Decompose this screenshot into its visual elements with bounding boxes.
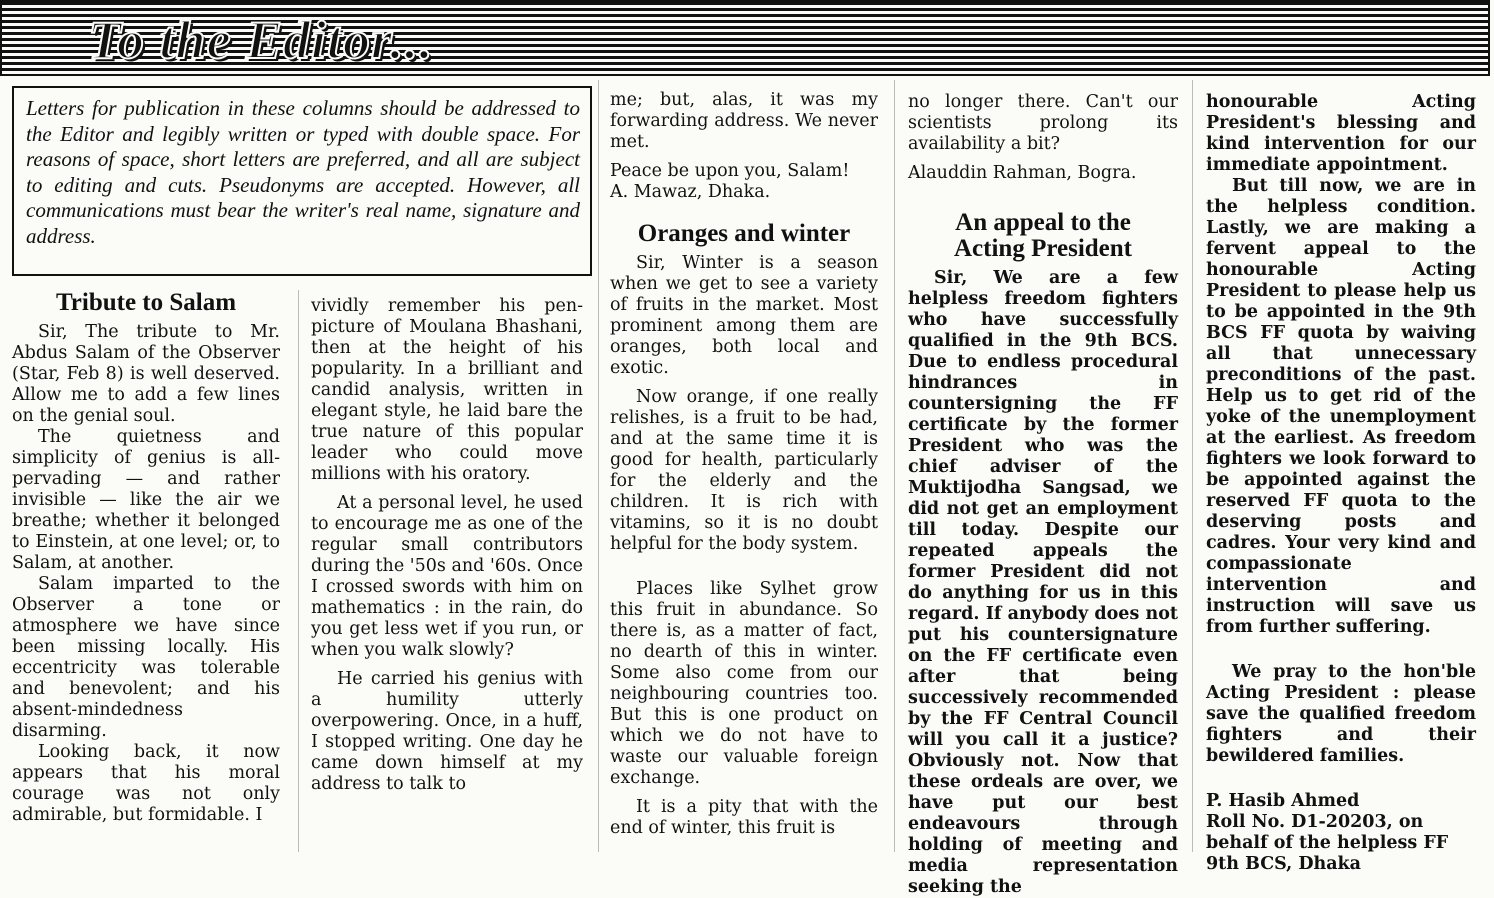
signature-roll: Roll No. D1-20203, on behalf of the helpless FF 9th BCS, Dhaka <box>1206 812 1449 874</box>
paragraph: Sir, The tribute to Mr. Abdus Salam of the Observer (Star, Feb 8) is well deserved. Allow me to add a few lines on the genial soul. <box>12 322 280 426</box>
headline-oranges: Oranges and winter <box>637 220 851 247</box>
paragraph: vividly remember his pen-picture of Moulana Bhashani, then at the height of his popularity. In a brilliant and candid analysis, written in elegant style, he laid bare the true nature of this popular leader who could move millions with his oratory. <box>311 296 583 484</box>
paragraph: no longer there. Can't our scientists prolong its availability a bit? <box>908 92 1178 154</box>
paragraph: me; but, alas, it was my forwarding address. We never met. <box>610 90 878 152</box>
signature-name: P. Hasib Ahmed <box>1206 791 1360 811</box>
paragraph: honourable Acting President's blessing and kind intervention for our immediate appointment. <box>1206 92 1476 175</box>
column-3 <box>610 90 878 839</box>
paragraph: We pray to the hon'ble Acting President : please save the qualified freedom fighters and their bewildered families. <box>1206 662 1476 766</box>
column-rule <box>1192 80 1193 852</box>
column-5 <box>1206 92 1476 875</box>
paragraph: Sir, Winter is a season when we get to see a variety of fruits in the market. Most prominent among them are oranges, both local and exotic. <box>610 253 878 378</box>
paragraph: The quietness and simplicity of genius is all-pervading — and rather invisible — like the air we breathe; whether it belonged to Einstein, at one level; or, to Salam, at another. <box>12 427 280 573</box>
section-banner <box>0 0 1490 76</box>
headline-appeal-line1: An appeal to the <box>955 209 1131 236</box>
column-rule <box>598 80 599 852</box>
headline-tribute: Tribute to Salam <box>55 289 237 316</box>
paragraph: But till now, we are in the helpless condition. Lastly, we are making a fervent appeal to the honourable Acting President to please help us to be appointed in the 9th BCS FF quota by waiving all that unnecessary preconditions of the past. Help us to get rid of the yoke of the unemployment at the earliest. As freedom fighters we look forward to be appointed against the reserved FF quota to the deserving posts and cadres. Your very kind and compassionate intervention and instruction will save us from further suffering. <box>1206 176 1476 637</box>
headline-appeal-line2: Acting President <box>954 235 1132 262</box>
paragraph: At a personal level, he used to encourage me as one of the regular small contributors during the '50s and '60s. Once I crossed swords with him on mathematics : in the rain, do you get less wet if you run, or when you walk slowly? <box>311 493 583 660</box>
column-rule <box>298 290 299 852</box>
editorial-notice: Letters for publication in these columns should be addressed to the Editor and legibly written or typed with double space. For reasons of space, short letters are preferred, and all are subject to editing and cuts. Pseudonyms are accepted. However, all communications must bear the writer's real name, signature and address. <box>12 86 592 276</box>
paragraph: It is a pity that with the end of winter, this fruit is <box>610 797 878 838</box>
signature: Alauddin Rahman, Bogra. <box>908 163 1137 183</box>
column-rule <box>894 80 895 852</box>
section-title: To the Editor... <box>88 10 434 70</box>
paragraph: Looking back, it now appears that his moral courage was not only admirable, but formidable. I <box>12 742 280 825</box>
closing-line: Peace be upon you, Salam! <box>610 161 850 181</box>
paragraph: He carried his genius with a humility utterly overpowering. Once, in a huff, I stopped writing. One day he came down himself at my address to talk to <box>311 669 583 794</box>
column-1 <box>12 286 280 826</box>
column-4 <box>908 92 1178 898</box>
paragraph: Salam imparted to the Observer a tone or atmosphere we have since been missing locally. His eccentricity was tolerable and benevolent; and his absent-mindedness disarming. <box>12 574 280 741</box>
paragraph: Sir, We are a few helpless freedom fighters who have successfully qualified in the 9th BCS. Due to endless procedural hindrances in countersigning the FF certificate by the former President who was the chief adviser of the Muktijodha Sangsad, we did not get an employment till today. Despite our repeated appeals the former President did not do anything for us in this regard. If anybody does not put his countersignature on the FF certificate even after that being successively recommended by the FF Central Council will you call it a justice? Obviously not. Now that these ordeals are over, we have put our best endeavours through holding of meeting and media representation seeking the <box>908 268 1178 897</box>
paragraph: Places like Sylhet grow this fruit in abundance. So there is, as a matter of fact, no dearth of this in winter. Some also come from our neighbouring countries too. But this is one product on which we do not have to waste our valuable foreign exchange. <box>610 579 878 788</box>
column-2 <box>311 296 583 795</box>
signature: A. Mawaz, Dhaka. <box>610 182 771 202</box>
paragraph: Now orange, if one really relishes, is a fruit to be had, and at the same time it is good for health, particularly for the elderly and the children. It is rich with vitamins, so it is no doubt helpful for the body system. <box>610 387 878 554</box>
